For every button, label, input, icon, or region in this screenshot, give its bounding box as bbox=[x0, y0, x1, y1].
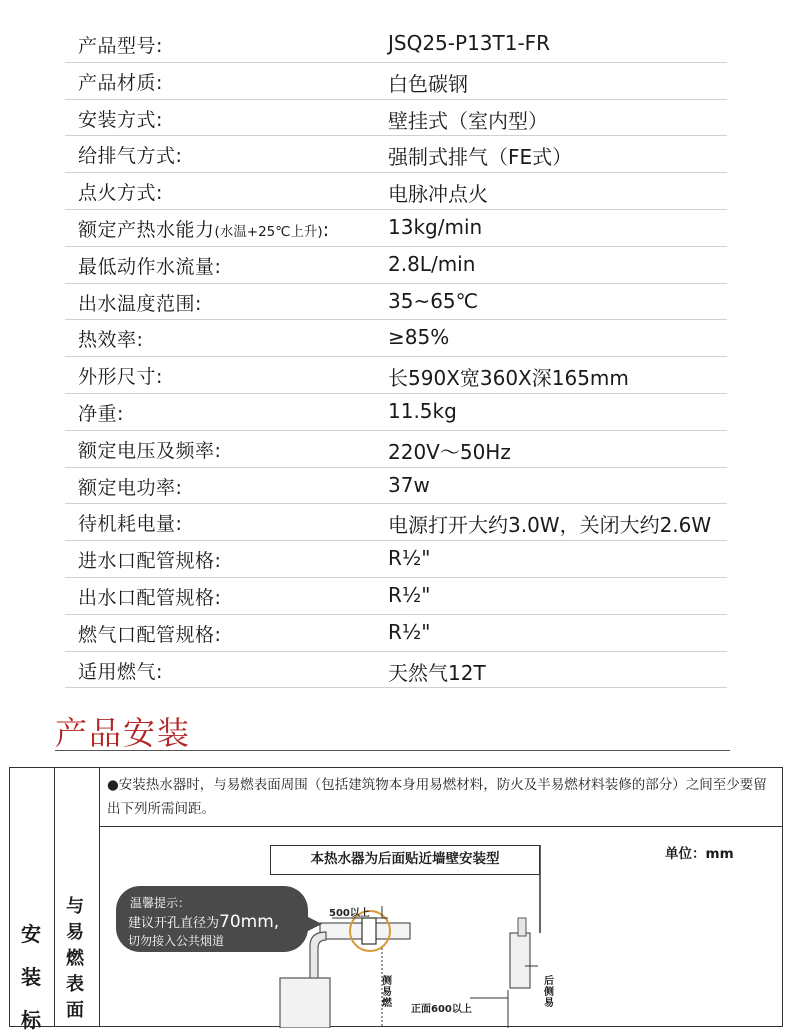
spec-value: R½" bbox=[388, 582, 431, 607]
spec-table bbox=[65, 26, 727, 688]
column-char: 装 bbox=[21, 965, 41, 989]
side-flammable-label: 侧易燃 bbox=[382, 976, 392, 1009]
spec-value: 13kg/min bbox=[388, 214, 483, 239]
spec-value: 天然气12T bbox=[388, 660, 486, 685]
spec-label: 净重: bbox=[78, 402, 124, 425]
spec-value: R½" bbox=[388, 546, 431, 571]
spec-value: 220V～50Hz bbox=[388, 439, 511, 464]
spec-label: 给排气方式: bbox=[78, 145, 183, 168]
heater-front-view bbox=[280, 978, 330, 1028]
spec-row bbox=[65, 100, 727, 137]
spec-label: 出水口配管规格: bbox=[78, 586, 222, 609]
spec-label: 安装方式: bbox=[78, 108, 163, 131]
spec-row bbox=[65, 615, 727, 652]
spec-label: 出水温度范围: bbox=[78, 292, 202, 315]
spec-row bbox=[65, 210, 727, 247]
spec-value: 2.8L/min bbox=[388, 251, 476, 276]
spec-value: 电脉冲点火 bbox=[388, 182, 488, 207]
spec-label: 热效率: bbox=[78, 329, 144, 352]
spec-label: 燃气口配管规格: bbox=[78, 623, 222, 646]
spec-row bbox=[65, 173, 727, 210]
spec-row bbox=[65, 504, 727, 541]
section-title: 产品安装 bbox=[55, 714, 192, 752]
section-divider bbox=[55, 750, 730, 751]
spec-row bbox=[65, 541, 727, 578]
spec-value: 强制式排气（FE式） bbox=[388, 145, 573, 170]
spec-value: 11.5kg bbox=[388, 398, 457, 423]
spec-value: ≥85% bbox=[388, 325, 450, 350]
spec-row bbox=[65, 652, 727, 689]
tip-bubble-tail bbox=[306, 916, 322, 932]
spec-row bbox=[65, 357, 727, 394]
spec-label: 适用燃气: bbox=[78, 660, 163, 683]
dim-front-label: 正面600以上 bbox=[411, 1004, 472, 1015]
spec-row bbox=[65, 63, 727, 100]
side-flue bbox=[518, 918, 526, 936]
spec-row bbox=[65, 284, 727, 321]
spec-value: 长590X宽360X深165mm bbox=[388, 366, 629, 391]
spec-value: 35~65℃ bbox=[388, 288, 479, 313]
clearance-note: ●安装热水器时，与易燃表面周围（包括建筑物本身用易燃材料，防火及半易燃材料装修的部分）之间至少要留出下列所需间距。 bbox=[107, 777, 767, 817]
spec-label: 点火方式: bbox=[78, 182, 163, 205]
spec-label: 待机耗电量: bbox=[78, 513, 183, 536]
spec-value: JSQ25-P13T1-FR bbox=[388, 31, 551, 55]
spec-row bbox=[65, 394, 727, 431]
spec-label: 外形尺寸: bbox=[78, 366, 163, 389]
column-char: 标 bbox=[21, 1008, 41, 1032]
spec-value: R½" bbox=[388, 619, 431, 644]
spec-row bbox=[65, 468, 727, 505]
wall-sleeve bbox=[362, 918, 376, 944]
tip-bubble bbox=[116, 886, 308, 952]
column-char: 与 bbox=[66, 896, 84, 917]
column-char: 易 bbox=[66, 922, 84, 943]
spec-value: 壁挂式（室内型） bbox=[388, 108, 548, 133]
spec-label: 额定产热水能力(水温+25℃上升): bbox=[78, 218, 330, 241]
spec-label: 额定电压及频率: bbox=[78, 439, 222, 462]
spec-label: 最低动作水流量: bbox=[78, 255, 222, 278]
spec-row bbox=[65, 26, 727, 63]
spec-row bbox=[65, 431, 727, 468]
column-char: 面 bbox=[66, 1000, 84, 1021]
column-char: 燃 bbox=[66, 948, 84, 969]
spec-label: 额定电功率: bbox=[78, 476, 183, 499]
install-clearance-table bbox=[9, 767, 783, 1032]
spec-label: 进水口配管规格: bbox=[78, 550, 222, 573]
diagram-title: 本热水器为后面贴近墙壁安装型 bbox=[270, 845, 540, 875]
spec-row bbox=[65, 247, 727, 284]
column-char: 表 bbox=[66, 974, 84, 995]
tip-title: 温馨提示： bbox=[130, 896, 191, 910]
unit-label: 单位：mm bbox=[665, 846, 734, 862]
dim-top-label: 500以上 bbox=[329, 908, 370, 919]
spec-row bbox=[65, 578, 727, 615]
column-char: 安 bbox=[21, 922, 41, 946]
tip-line-1: 建议开孔直径为70mm, bbox=[128, 912, 280, 932]
spec-row bbox=[65, 136, 727, 173]
tip-line-2: 切勿接入公共烟道 bbox=[128, 934, 225, 948]
spec-row bbox=[65, 320, 727, 357]
spec-label: 产品材质: bbox=[78, 71, 163, 94]
heater-side-view bbox=[510, 933, 530, 988]
spec-label: 产品型号: bbox=[78, 35, 163, 57]
back-flammable-label: 后侧易 bbox=[544, 976, 554, 1009]
spec-value: 37w bbox=[388, 472, 430, 497]
spec-value: 电源打开大约3.0W，关闭大约2.6W bbox=[388, 513, 712, 538]
spec-value: 白色碳钢 bbox=[388, 71, 468, 96]
